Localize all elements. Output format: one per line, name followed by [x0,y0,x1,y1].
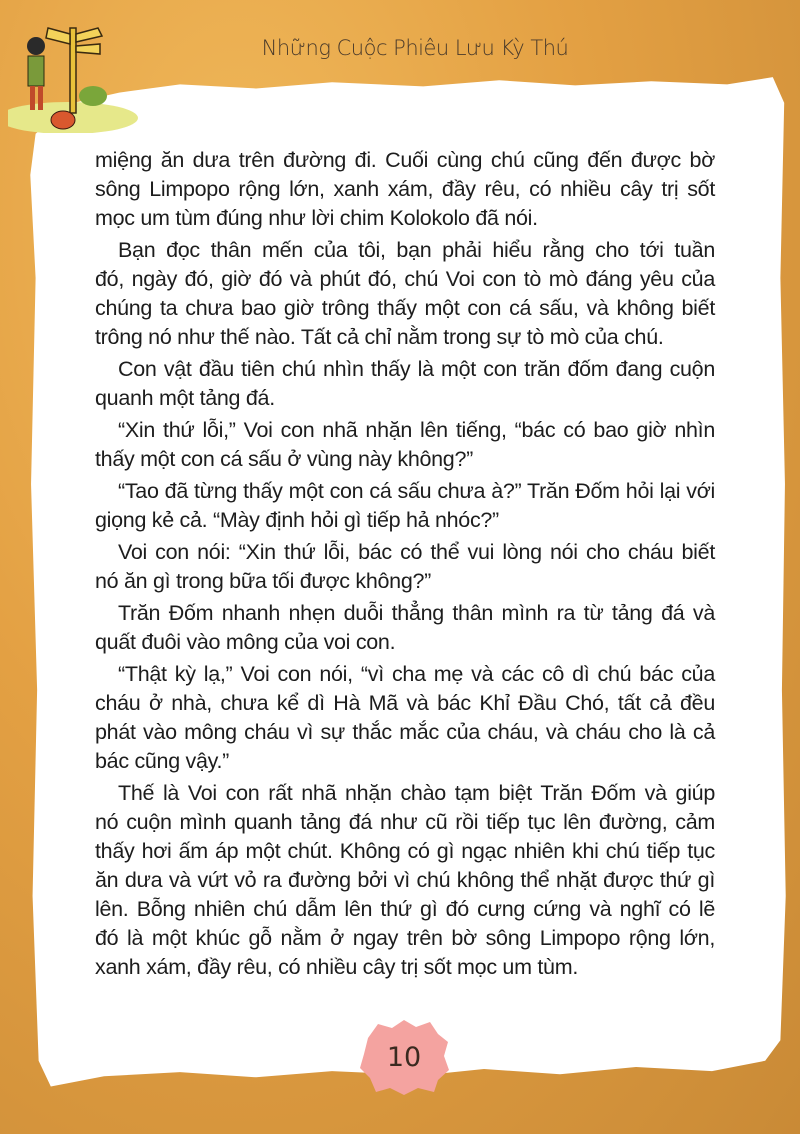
paragraph [95,236,715,352]
text-line: cháu ở nhà, chưa kể dì Hà Mã và bác Khỉ Đầu Chó, tất cả đều [95,691,715,715]
text-line: ăn dưa và vứt vỏ ra đường bởi vì chú không thể nhặt được thứ gì [95,868,715,892]
text-line: lên. Bỗng nhiên chú dẫm lên thứ gì đó cưng cứng và nghĩ có lẽ [95,897,715,921]
page-number-badge [358,1018,450,1096]
text-line: Thế là Voi con rất nhã nhặn chào tạm biệt Trăn Đốm và giúp [118,781,715,805]
page-body-text [95,146,715,985]
paragraph [95,779,715,982]
text-line: miệng ăn dưa trên đường đi. Cuối cùng chú cũng đến được bờ [95,148,715,172]
text-line: nó cuộn mình quanh tảng đá như cũ rồi tiếp tục lên đường, cảm [95,810,715,834]
text-line: quất đuôi vào mông của voi con. [95,630,396,654]
paragraph [95,355,715,413]
text-line: sông Limpopo rộng lớn, xanh xám, đầy rêu, có nhiều cây trị sốt [95,177,715,201]
running-header-title: Những Cuộc Phiêu Lưu Kỳ Thú [261,36,569,60]
text-line: Con vật đầu tiên chú nhìn thấy là một con trăn đốm đang cuộn [118,357,715,381]
text-line: “Thật kỳ lạ,” Voi con nói, “vì cha mẹ và các cô dì chú bác của [118,662,715,686]
text-line: phát vào mông cháu vì sự thắc mắc của cháu, và cháu cho là cả [95,720,715,744]
text-line: giọng kẻ cả. “Mày định hỏi gì tiếp hả nhóc?” [95,508,499,532]
text-line: chúng ta chưa bao giờ trông thấy một con cá sấu, và không biết [95,296,715,320]
paragraph [95,146,715,233]
text-line: quanh một tảng đá. [95,386,275,410]
paragraph [95,538,715,596]
paragraph [95,416,715,474]
text-line: “Tao đã từng thấy một con cá sấu chưa à?” Trăn Đốm hỏi lại với [118,479,715,503]
text-line: đó, ngày đó, giờ đó và phút đó, chú Voi con tò mò đáng yêu của [95,267,715,291]
text-line: Voi con nói: “Xin thứ lỗi, bác có thể vui lòng nói cho cháu biết [118,540,715,564]
text-line: xanh xám, đầy rêu, có nhiều cây trị sốt mọc um tùm. [95,955,578,979]
page-number: 10 [386,1041,422,1073]
signpost-traveler-illustration [8,8,168,133]
paragraph [95,660,715,776]
text-line: trông nó như thế nào. Tất cả chỉ nằm trong sự tò mò của chú. [95,325,664,349]
text-line: mọc um tùm đúng như lời chim Kolokolo đã nói. [95,206,538,230]
text-line: “Xin thứ lỗi,” Voi con nhã nhặn lên tiếng, “bác có bao giờ nhìn [118,418,715,442]
text-line: thấy một con cá sấu ở vùng này không?” [95,447,473,471]
text-line: bác cũng vậy.” [95,749,230,773]
text-line: đó là một khúc gỗ nằm ở ngay trên bờ sông Limpopo rộng lớn, [95,926,715,950]
text-line: thấy hơi ấm áp một chút. Không có gì ngạc nhiên khi chú tiếp tục [95,839,715,863]
paragraph [95,599,715,657]
text-line: nó ăn gì trong bữa tối được không?” [95,569,431,593]
text-line: Bạn đọc thân mến của tôi, bạn phải hiểu rằng cho tới tuần [118,238,715,262]
paragraph [95,477,715,535]
text-line: Trăn Đốm nhanh nhẹn duỗi thẳng thân mình ra từ tảng đá và [118,601,715,625]
